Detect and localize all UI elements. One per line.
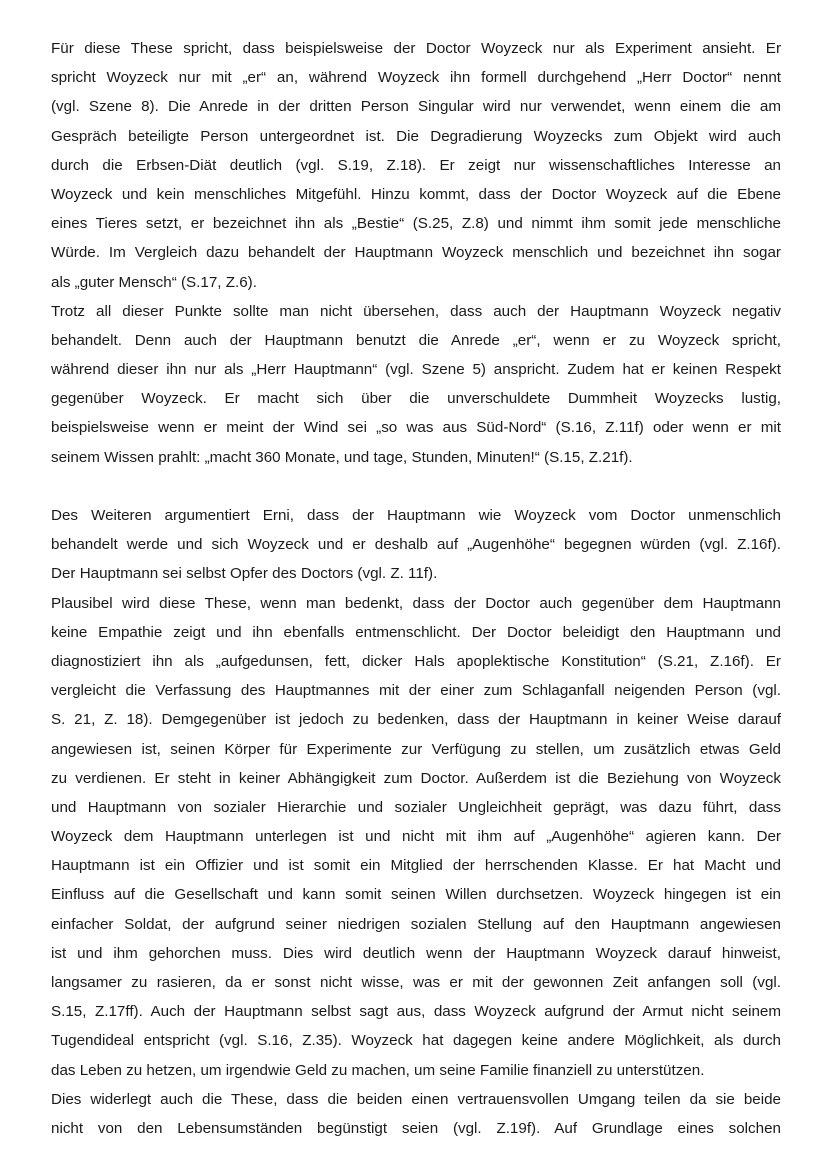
text-line: ist und ihm gehorchen muss. Dies wird deutlich wenn der Hauptmann Woyzeck darauf hinweist, — [51, 944, 781, 962]
text-line: nicht von den Lebensumständen begünstigt seien (vgl. Z.19f). Auf Grundlage eines solchen — [51, 1119, 781, 1137]
paragraph-erni-argument — [51, 501, 781, 589]
text-line: beispielsweise wenn er meint der Wind sei „so was aus Süd-Nord“ (S.16, Z.11f) oder wenn er mit — [51, 419, 781, 437]
paragraph-doctor-treatment — [51, 34, 781, 297]
paragraph-hauptmann-treatment — [51, 297, 781, 472]
paragraph-gap — [51, 472, 781, 501]
text-line: Einfluss auf die Gesellschaft und kann somit seinen Willen durchsetzen. Woyzeck hingegen ist ein — [51, 886, 781, 904]
text-line: langsamer zu rasieren, da er sonst nicht wisse, was er mit der gewonnen Zeit anfangen soll (vgl. — [51, 974, 781, 991]
text-line: spricht Woyzeck nur mit „er“ an, während Woyzeck ihn formell durchgehend „Herr Doctor“ nennt — [51, 69, 781, 87]
text-line: behandelt werde und sich Woyzeck und er deshalb auf „Augenhöhe“ begegnen würden (vgl. Z.16f). — [51, 536, 781, 554]
text-line: eines Tieres setzt, er bezeichnet ihn als „Bestie“ (S.25, Z.8) und nimmt ihm somit jede menschliche — [51, 215, 781, 233]
text-line: Plausibel wird diese These, wenn man bedenkt, dass der Doctor auch gegenüber dem Hauptmann — [51, 594, 781, 612]
text-line: S.15, Z.17ff). Auch der Hauptmann selbst sagt aus, dass Woyzeck aufgrund der Armut nicht seinem — [51, 1003, 781, 1021]
text-line: als „guter Mensch“ (S.17, Z.6). — [51, 273, 257, 291]
paragraph-plausibility — [51, 589, 781, 1085]
text-line: vergleicht die Verfassung des Hauptmannes mit der einer zum Schlaganfall neigenden Person (vgl. — [51, 682, 781, 700]
document-body — [51, 34, 781, 1143]
text-line: durch die Erbsen-Diät deutlich (vgl. S.19, Z.18). Er zeigt nur wissenschaftliches Interesse an — [51, 156, 781, 174]
text-line: und Hauptmann von sozialer Hierarchie und sozialer Ungleichheit geprägt, was dazu führt, dass — [51, 798, 781, 816]
text-line: Dies widerlegt auch die These, dass die beiden einen vertrauensvollen Umgang teilen da sie beide — [51, 1090, 781, 1108]
text-line: Hauptmann ist ein Offizier und ist somit ein Mitglied der herrschenden Klasse. Er hat Macht und — [51, 857, 781, 875]
text-line: (vgl. Szene 8). Die Anrede in der dritten Person Singular wird nur verwendet, wenn einem die am — [51, 98, 781, 116]
text-line: Tugendideal entspricht (vgl. S.16, Z.35). Woyzeck hat dagegen keine andere Möglichkeit, als durch — [51, 1032, 781, 1050]
text-line: Woyzeck und kein menschliches Mitgefühl. Hinzu kommt, dass der Doctor Woyzeck auf die Ebene — [51, 185, 781, 203]
text-line: gegenüber Woyzeck. Er macht sich über die unverschuldete Dummheit Woyzecks lustig, — [51, 390, 781, 408]
text-line: während dieser ihn nur als „Herr Hauptmann“ (vgl. Szene 5) anspricht. Zudem hat er keinen Respekt — [51, 361, 781, 379]
text-line: keine Empathie zeigt und ihn ebenfalls entmenschlicht. Der Doctor beleidigt den Hauptmann und — [51, 623, 781, 641]
text-line: behandelt. Denn auch der Hauptmann benutzt die Anrede „er“, wenn er zu Woyzeck spricht, — [51, 331, 781, 349]
paragraph-conclusion — [51, 1085, 781, 1143]
text-line: Trotz all dieser Punkte sollte man nicht übersehen, dass auch der Hauptmann Woyzeck negativ — [51, 302, 781, 320]
text-line: S. 21, Z. 18). Demgegenüber ist jedoch zu bedenken, dass der Hauptmann in keiner Weise darauf — [51, 711, 781, 729]
text-line: einfacher Soldat, der aufgrund seiner niedrigen sozialen Stellung auf den Hauptmann angewiesen — [51, 915, 781, 933]
text-line: seinem Wissen prahlt: „macht 360 Monate, und tage, Stunden, Minuten!“ (S.15, Z.21f). — [51, 448, 633, 466]
text-line: Woyzeck dem Hauptmann unterlegen ist und nicht mit ihm auf „Augenhöhe“ agieren kann. Der — [51, 828, 781, 846]
text-line: diagnostiziert ihn als „aufgedunsen, fett, dicker Hals apoplektische Konstitution“ (S.21, Z.16f). Er — [51, 652, 781, 670]
text-line: Für diese These spricht, dass beispielsweise der Doctor Woyzeck nur als Experiment ansieht. Er — [51, 40, 781, 57]
text-line: angewiesen ist, seinen Körper für Experimente zur Verfügung zu stellen, um zusätzlich etwas Geld — [51, 740, 781, 758]
text-line: das Leben zu hetzen, um irgendwie Geld zu machen, um seine Familie finanziell zu unterstützen. — [51, 1061, 705, 1079]
text-line: Der Hauptmann sei selbst Opfer des Doctors (vgl. Z. 11f). — [51, 565, 438, 583]
text-line: Des Weiteren argumentiert Erni, dass der Hauptmann wie Woyzeck vom Doctor unmenschlich — [51, 507, 781, 524]
text-line: zu verdienen. Er steht in keiner Abhängigkeit zum Doctor. Außerdem ist die Beziehung von Woyzeck — [51, 769, 781, 787]
text-line: Gespräch beteiligte Person untergeordnet ist. Die Degradierung Woyzecks zum Objekt wird auch — [51, 127, 781, 145]
text-line: Würde. Im Vergleich dazu behandelt der Hauptmann Woyzeck menschlich und bezeichnet ihn sogar — [51, 244, 781, 262]
